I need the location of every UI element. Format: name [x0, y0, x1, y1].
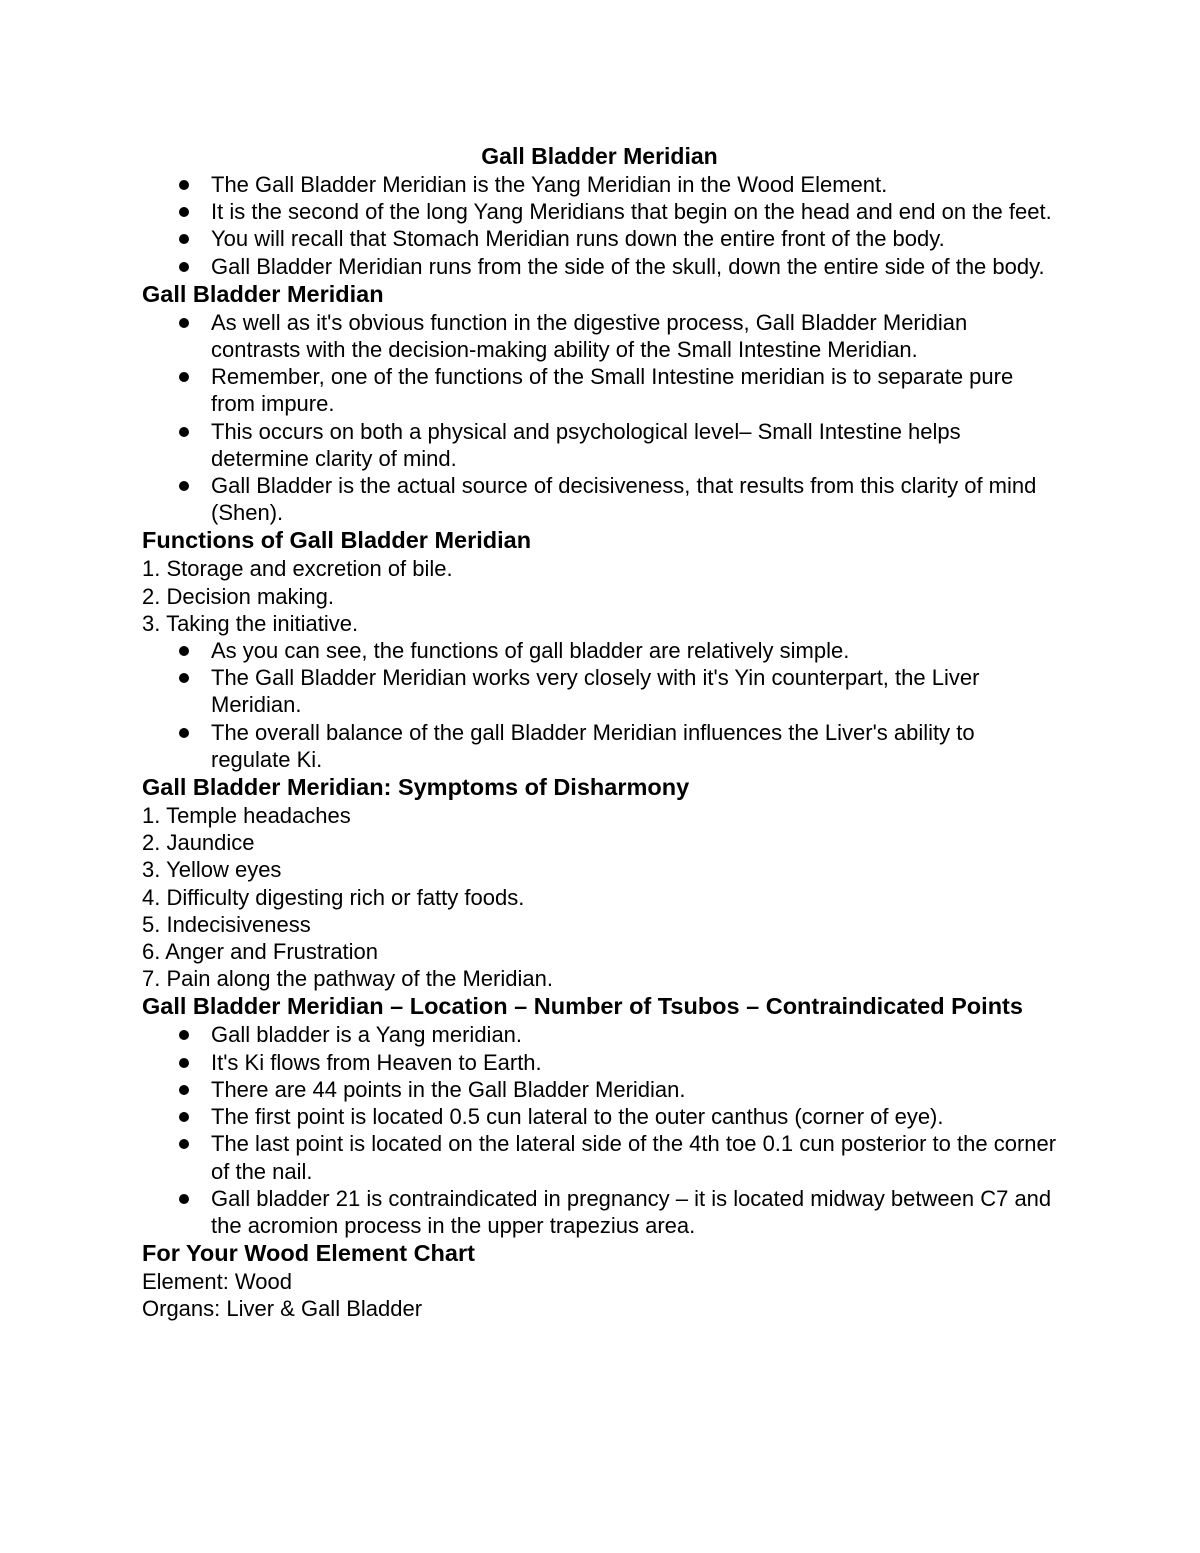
list-item: 3. Taking the initiative. — [142, 610, 359, 636]
bullet-icon — [179, 1030, 189, 1040]
document-page — [142, 142, 1057, 1323]
list-item: 3. Yellow eyes — [142, 857, 282, 883]
list-item: Remember, one of the functions of the Small Intestine meridian is to separate pure from impure. — [142, 363, 1057, 417]
bullet-icon — [179, 1139, 189, 1149]
overview-bullet-list — [142, 309, 1057, 527]
intro-bullet-list — [142, 171, 1057, 280]
list-item: Gall bladder 21 is contraindicated in pregnancy – it is located midway between C7 and the acromion process in the upper trapezius area. — [142, 1185, 1057, 1239]
list-item: Gall bladder is a Yang meridian. — [142, 1021, 1057, 1048]
list-item: The Gall Bladder Meridian is the Yang Meridian in the Wood Element. — [142, 171, 1057, 198]
section-heading-symptoms: Gall Bladder Meridian: Symptoms of Disharmony — [142, 774, 690, 801]
list-item: 1. Storage and excretion of bile. — [142, 556, 453, 582]
list-item: 2. Jaundice — [142, 830, 255, 856]
list-item: 4. Difficulty digesting rich or fatty foods. — [142, 884, 525, 910]
bullet-icon — [179, 234, 189, 244]
bullet-icon — [179, 372, 189, 382]
list-item: Gall Bladder Meridian runs from the side of the skull, down the entire side of the body. — [142, 253, 1057, 280]
bullet-icon — [179, 481, 189, 491]
list-item: 7. Pain along the pathway of the Meridian. — [142, 966, 553, 992]
bullet-icon — [179, 728, 189, 738]
wood-chart-lines — [142, 1268, 1057, 1322]
bullet-icon — [179, 646, 189, 656]
list-item: The first point is located 0.5 cun lateral to the outer canthus (corner of eye). — [142, 1103, 1057, 1130]
list-item: This occurs on both a physical and psychological level– Small Intestine helps determine clarity of mind. — [142, 418, 1057, 472]
bullet-icon — [179, 1085, 189, 1095]
bullet-icon — [179, 1058, 189, 1068]
bullet-icon — [179, 262, 189, 272]
section-heading-functions: Functions of Gall Bladder Meridian — [142, 527, 532, 554]
list-item: You will recall that Stomach Meridian runs down the entire front of the body. — [142, 225, 1057, 252]
list-item: The last point is located on the lateral side of the 4th toe 0.1 cun posterior to the corner of the nail. — [142, 1130, 1057, 1184]
bullet-icon — [179, 427, 189, 437]
list-item: Gall Bladder is the actual source of decisiveness, that results from this clarity of mind (Shen). — [142, 472, 1057, 526]
bullet-icon — [179, 180, 189, 190]
list-item: 2. Decision making. — [142, 583, 334, 609]
functions-numbered-list — [142, 555, 1057, 637]
element-line: Element: Wood — [142, 1269, 293, 1295]
list-item: As well as it's obvious function in the digestive process, Gall Bladder Meridian contrasts with the decision-making ability of the Small Intestine Meridian. — [142, 309, 1057, 363]
section-heading-location: Gall Bladder Meridian – Location – Number of Tsubos – Contraindicated Points — [142, 993, 1023, 1020]
list-item: There are 44 points in the Gall Bladder Meridian. — [142, 1076, 1057, 1103]
list-item: 6. Anger and Frustration — [142, 939, 379, 965]
organs-line: Organs: Liver & Gall Bladder — [142, 1296, 423, 1322]
bullet-icon — [179, 1194, 189, 1204]
bullet-icon — [179, 318, 189, 328]
list-item: 1. Temple headaches — [142, 803, 351, 829]
list-item: 5. Indecisiveness — [142, 911, 311, 937]
bullet-icon — [179, 207, 189, 217]
document-title: Gall Bladder Meridian — [481, 143, 718, 169]
section-heading-overview: Gall Bladder Meridian — [142, 280, 384, 307]
list-item: As you can see, the functions of gall bladder are relatively simple. — [142, 637, 1057, 664]
list-item: The Gall Bladder Meridian works very closely with it's Yin counterpart, the Liver Meridian. — [142, 664, 1057, 718]
symptoms-numbered-list — [142, 802, 1057, 992]
list-item: It's Ki flows from Heaven to Earth. — [142, 1049, 1057, 1076]
functions-bullet-list — [142, 637, 1057, 773]
bullet-icon — [179, 1112, 189, 1122]
section-heading-wood-chart: For Your Wood Element Chart — [142, 1240, 475, 1267]
location-bullet-list — [142, 1021, 1057, 1239]
bullet-icon — [179, 673, 189, 683]
list-item: The overall balance of the gall Bladder Meridian influences the Liver's ability to regulate Ki. — [142, 719, 1057, 773]
list-item: It is the second of the long Yang Meridians that begin on the head and end on the feet. — [142, 198, 1057, 225]
